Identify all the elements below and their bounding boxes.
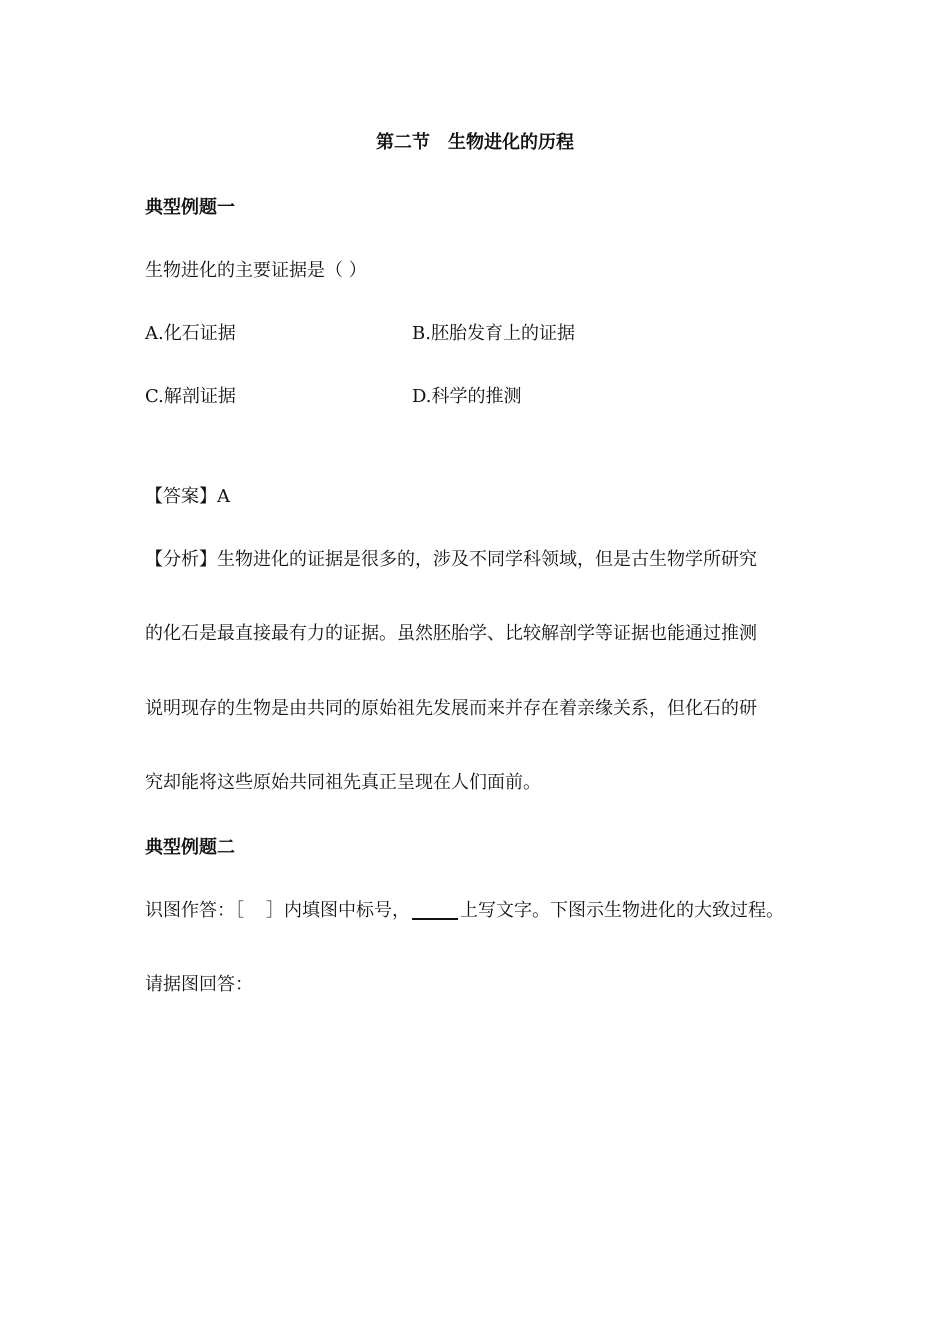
options-row-1 [145, 322, 845, 346]
example1-heading: 典型例题一 [145, 197, 235, 218]
analysis-line-4: 究却能将这些原始共同祖先真正呈现在人们面前。 [145, 772, 541, 793]
fill-blank [412, 900, 458, 920]
option-a: A.化石证据 [145, 323, 236, 344]
analysis-line-1: 【分析】生物进化的证据是很多的，涉及不同学科领域，但是古生物学所研究 [145, 549, 757, 570]
analysis-line-3: 说明现存的生物是由共同的原始祖先发展而来并存在着亲缘关系，但化石的研 [145, 698, 757, 719]
options-row-2 [145, 385, 845, 409]
instruction-part-2: ］内填图中标号， [266, 900, 410, 921]
analysis-line-2: 的化石是最直接最有力的证据。虽然胚胎学、比较解剖学等证据也能通过推测 [145, 623, 757, 644]
section-number: 第二节 [376, 132, 430, 153]
option-b: B.胚胎发育上的证据 [412, 323, 575, 344]
answer-text: 【答案】A [145, 486, 230, 507]
example2-heading: 典型例题二 [145, 837, 235, 858]
page-title [0, 131, 950, 155]
example1-question: 生物进化的主要证据是（ ） [145, 260, 367, 281]
example2-prompt: 请据图回答： [145, 974, 253, 995]
section-title: 生物进化的历程 [448, 132, 574, 153]
option-c: C.解剖证据 [145, 386, 236, 407]
instruction-part-3: 上写文字。下图示生物进化的大致过程。 [460, 900, 784, 921]
option-d: D.科学的推测 [412, 386, 522, 407]
instruction-part-1: 识图作答：［ [145, 900, 244, 921]
example2-instruction [145, 899, 784, 923]
